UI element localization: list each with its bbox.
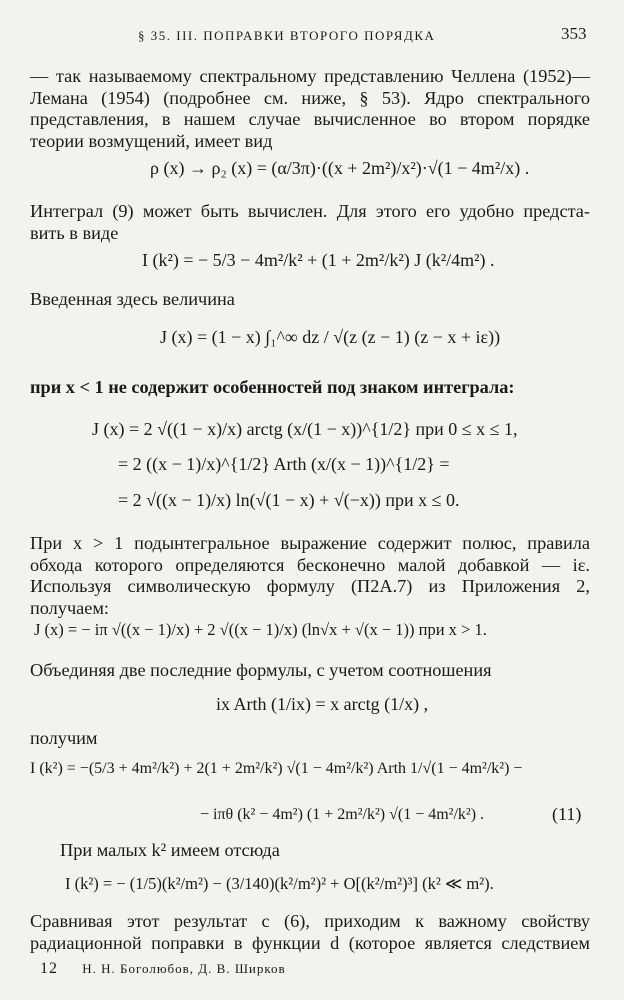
text-line: обхода которого определяются бесконечно малой добавкой — iε. xyxy=(30,554,590,575)
formula-J-case-1: J (x) = 2 √((1 − x)/x) arctg (x/(1 − x))^{1/2} при 0 ≤ x ≤ 1, xyxy=(92,419,518,439)
paragraph-pole xyxy=(30,533,590,619)
text-line: Сравнивая этот результат с (6), приходим к важному свойству xyxy=(30,911,590,931)
formula-relation: ix Arth (1/ix) = x arctg (1/x) , xyxy=(216,694,429,714)
text-line: вить в виде xyxy=(30,222,119,243)
text-line: представления, в нашем случае вычисленное во втором порядке xyxy=(30,109,590,129)
text-line: радиационной поправки в функции d (которое является следствием xyxy=(30,932,590,953)
footer-folio: 12 xyxy=(40,960,58,977)
paragraph-introduced: Введенная здесь величина xyxy=(30,289,235,309)
text-line: Используя символическую формулу (П2А.7) из Приложения 2, xyxy=(30,576,590,596)
text-line: Интеграл (9) может быть вычислен. Для этого его удобно предста- xyxy=(30,201,590,221)
formula-I-small: I (k²) = − (1/5)(k²/m²) − (3/140)(k²/m²)² + O[(k²/m²)³] (k² ≪ m²). xyxy=(65,874,494,893)
text-line: получаем: xyxy=(30,597,110,618)
paragraph-combining: Объединяя две последние формулы, с учетом соотношения xyxy=(30,660,492,680)
footer-authors: Н. Н. Боголюбов, Д. В. Ширков xyxy=(82,961,286,976)
formula-I-full-line-1: I (k²) = −(5/3 + 4m²/k²) + 2(1 + 2m²/k²) √(1 − 4m²/k²) Arth 1/√(1 − 4m²/k²) − xyxy=(30,760,523,777)
paragraph-integral xyxy=(30,201,590,244)
paragraph-no-singularities: при x < 1 не содержит особенностей под знаком интеграла: xyxy=(30,377,515,397)
paragraph-spectral xyxy=(30,66,590,152)
paragraph-small-k: При малых k² имеем отсюда xyxy=(60,840,280,860)
formula-I-definition: I (k²) = − 5/3 − 4m²/k² + (1 + 2m²/k²) J (k²/4m²) . xyxy=(142,250,495,270)
formula-I-full-line-2: − iπθ (k² − 4m²) (1 + 2m²/k²) √(1 − 4m²/k²) . xyxy=(200,806,485,823)
text-line: — так называемому спектральному представлению Челлена (1952)— xyxy=(30,66,590,86)
formula-J-case-2: = 2 ((x − 1)/x)^{1/2} Arth (x/(x − 1))^{1/2} = xyxy=(118,454,450,474)
text-line: При x > 1 подынтегральное выражение содержит полюс, правила xyxy=(30,533,590,553)
formula-J-pole: J (x) = − iπ √((x − 1)/x) + 2 √((x − 1)/x) (ln√x + √(x − 1)) при x > 1. xyxy=(34,620,487,639)
page-number: 353 xyxy=(561,24,587,43)
formula-rho: ρ (x) → ρ₂ (x) = (α/3π)·((x + 2m²)/x²)·√(1 − 4m²/x) . xyxy=(150,158,530,178)
paragraph-comparing xyxy=(30,911,590,954)
running-header: § 35. III. ПОПРАВКИ ВТОРОГО ПОРЯДКА xyxy=(138,28,436,43)
formula-J-case-3: = 2 √((x − 1)/x) ln(√(1 − x) + √(−x)) при x ≤ 0. xyxy=(118,490,460,510)
formula-J-definition: J (x) = (1 − x) ∫₁^∞ dz / √(z (z − 1) (z − x + iε)) xyxy=(160,327,501,347)
paragraph-obtain: получим xyxy=(30,728,98,748)
page-footer xyxy=(40,960,286,978)
text-line: Лемана (1954) (подробнее см. ниже, § 53). Ядро спектрального xyxy=(30,87,590,108)
equation-number: (11) xyxy=(552,804,582,824)
text-line: теории возмущений, имеет вид xyxy=(30,130,273,151)
